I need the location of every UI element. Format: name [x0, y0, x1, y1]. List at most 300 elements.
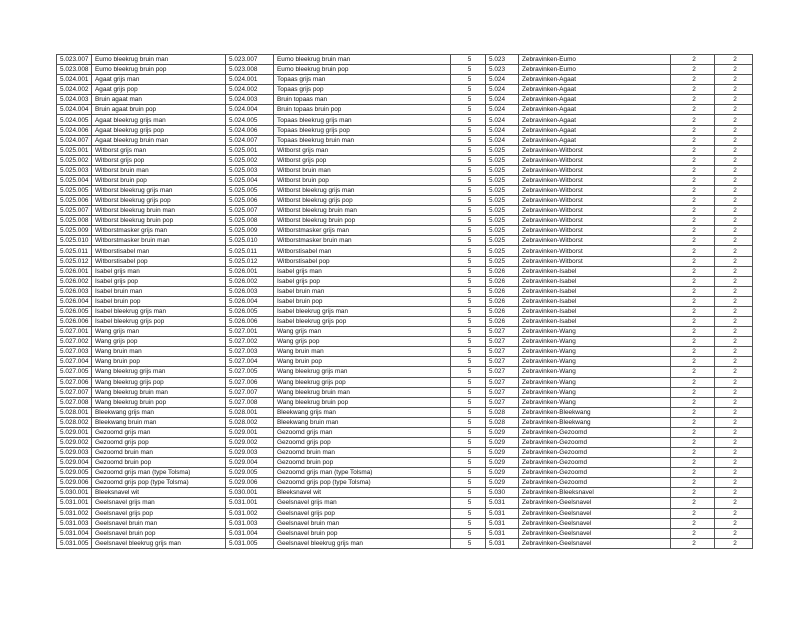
cell-group-code[interactable]: 5.025 — [486, 145, 519, 155]
cell-group-name[interactable]: Zebravinken-Wang — [519, 387, 671, 397]
cell-group-number[interactable]: 5 — [451, 175, 486, 185]
cell-group-name[interactable]: Zebravinken-Isabel — [519, 276, 671, 286]
cell-group-number[interactable]: 5 — [451, 115, 486, 125]
cell-code[interactable]: 5.025.007 — [57, 206, 92, 216]
cell-value-b[interactable]: 2 — [715, 246, 753, 256]
cell-description[interactable]: Gezoomd grijs man — [274, 427, 451, 437]
cell-group-name[interactable]: Zebravinken-Geelsnavel — [519, 498, 671, 508]
cell-group-number[interactable]: 5 — [451, 125, 486, 135]
cell-value-b[interactable]: 2 — [715, 387, 753, 397]
cell-group-code[interactable]: 5.029 — [486, 448, 519, 458]
cell-code[interactable]: 5.027.007 — [57, 387, 92, 397]
cell-code[interactable]: 5.025.011 — [57, 246, 92, 256]
cell-group-code[interactable]: 5.029 — [486, 437, 519, 447]
cell-value-b[interactable]: 2 — [715, 337, 753, 347]
cell-group-number[interactable]: 5 — [451, 387, 486, 397]
cell-code-copy[interactable]: 5.023.007 — [226, 55, 274, 65]
cell-value-a[interactable]: 2 — [671, 327, 715, 337]
cell-group-number[interactable]: 5 — [451, 538, 486, 548]
cell-code[interactable]: 5.024.005 — [57, 115, 92, 125]
cell-value-b[interactable]: 2 — [715, 327, 753, 337]
cell-description[interactable]: Topaas bleekrug bruin man — [274, 135, 451, 145]
cell-value-b[interactable]: 2 — [715, 165, 753, 175]
cell-code[interactable]: 5.024.002 — [57, 85, 92, 95]
cell-value-a[interactable]: 2 — [671, 186, 715, 196]
cell-short-description[interactable]: Wang grijs pop — [92, 337, 226, 347]
cell-short-description[interactable]: Gezoomd bruin pop — [92, 458, 226, 468]
cell-group-code[interactable]: 5.025 — [486, 186, 519, 196]
cell-group-number[interactable]: 5 — [451, 226, 486, 236]
cell-value-a[interactable]: 2 — [671, 155, 715, 165]
cell-description[interactable]: Gezoomd bruin pop — [274, 458, 451, 468]
cell-group-code[interactable]: 5.025 — [486, 246, 519, 256]
cell-group-number[interactable]: 5 — [451, 155, 486, 165]
cell-value-a[interactable]: 2 — [671, 468, 715, 478]
cell-short-description[interactable]: Bruin agaat bruin pop — [92, 105, 226, 115]
cell-value-b[interactable]: 2 — [715, 266, 753, 276]
cell-code[interactable]: 5.029.004 — [57, 458, 92, 468]
cell-group-name[interactable]: Zebravinken-Isabel — [519, 266, 671, 276]
cell-short-description[interactable]: Geelsnavel bruin man — [92, 518, 226, 528]
cell-code[interactable]: 5.030.001 — [57, 488, 92, 498]
cell-value-b[interactable]: 2 — [715, 85, 753, 95]
cell-value-b[interactable]: 2 — [715, 508, 753, 518]
cell-code-copy[interactable]: 5.023.008 — [226, 65, 274, 75]
cell-group-name[interactable]: Zebravinken-Wang — [519, 337, 671, 347]
cell-description[interactable]: Gezoomd grijs man (type Tolsma) — [274, 468, 451, 478]
cell-short-description[interactable]: Witborstisabel man — [92, 246, 226, 256]
cell-group-code[interactable]: 5.025 — [486, 155, 519, 165]
cell-value-b[interactable]: 2 — [715, 125, 753, 135]
cell-group-code[interactable]: 5.027 — [486, 357, 519, 367]
cell-group-name[interactable]: Zebravinken-Bleekwang — [519, 407, 671, 417]
cell-group-name[interactable]: Zebravinken-Isabel — [519, 286, 671, 296]
cell-value-a[interactable]: 2 — [671, 427, 715, 437]
cell-code[interactable]: 5.027.005 — [57, 367, 92, 377]
cell-group-name[interactable]: Zebravinken-Gezoomd — [519, 468, 671, 478]
cell-value-b[interactable]: 2 — [715, 538, 753, 548]
cell-description[interactable]: Witborst bleekrug bruin man — [274, 206, 451, 216]
cell-value-a[interactable]: 2 — [671, 357, 715, 367]
cell-group-code[interactable]: 5.027 — [486, 377, 519, 387]
cell-code[interactable]: 5.026.002 — [57, 276, 92, 286]
cell-code[interactable]: 5.031.003 — [57, 518, 92, 528]
cell-group-number[interactable]: 5 — [451, 145, 486, 155]
cell-group-number[interactable]: 5 — [451, 407, 486, 417]
cell-short-description[interactable]: Gezoomd grijs pop (type Tolsma) — [92, 478, 226, 488]
cell-description[interactable]: Bruin topaas man — [274, 95, 451, 105]
cell-value-a[interactable]: 2 — [671, 105, 715, 115]
cell-value-a[interactable]: 2 — [671, 538, 715, 548]
cell-value-b[interactable]: 2 — [715, 417, 753, 427]
cell-value-a[interactable]: 2 — [671, 125, 715, 135]
cell-group-number[interactable]: 5 — [451, 468, 486, 478]
cell-group-number[interactable]: 5 — [451, 478, 486, 488]
cell-value-b[interactable]: 2 — [715, 498, 753, 508]
cell-description[interactable]: Witborst bleekrug grijs man — [274, 186, 451, 196]
cell-description[interactable]: Witborstisabel pop — [274, 256, 451, 266]
cell-code-copy[interactable]: 5.027.004 — [226, 357, 274, 367]
cell-code-copy[interactable]: 5.028.001 — [226, 407, 274, 417]
cell-code-copy[interactable]: 5.025.009 — [226, 226, 274, 236]
cell-value-b[interactable]: 2 — [715, 317, 753, 327]
cell-code[interactable]: 5.025.001 — [57, 145, 92, 155]
cell-description[interactable]: Witborst bleekrug grijs pop — [274, 196, 451, 206]
cell-group-number[interactable]: 5 — [451, 397, 486, 407]
cell-group-number[interactable]: 5 — [451, 518, 486, 528]
cell-group-name[interactable]: Zebravinken-Gezoomd — [519, 427, 671, 437]
cell-group-number[interactable]: 5 — [451, 256, 486, 266]
cell-group-code[interactable]: 5.026 — [486, 306, 519, 316]
cell-short-description[interactable]: Witborst bleekrug grijs pop — [92, 196, 226, 206]
cell-code[interactable]: 5.025.006 — [57, 196, 92, 206]
cell-group-number[interactable]: 5 — [451, 286, 486, 296]
cell-group-code[interactable]: 5.025 — [486, 206, 519, 216]
cell-group-number[interactable]: 5 — [451, 186, 486, 196]
cell-description[interactable]: Topaas grijs pop — [274, 85, 451, 95]
cell-code-copy[interactable]: 5.024.007 — [226, 135, 274, 145]
cell-value-b[interactable]: 2 — [715, 95, 753, 105]
cell-group-number[interactable]: 5 — [451, 55, 486, 65]
cell-group-name[interactable]: Zebravinken-Witborst — [519, 165, 671, 175]
cell-code[interactable]: 5.029.002 — [57, 437, 92, 447]
cell-group-name[interactable]: Zebravinken-Agaat — [519, 95, 671, 105]
cell-short-description[interactable]: Witborst bleekrug bruin pop — [92, 216, 226, 226]
cell-group-name[interactable]: Zebravinken-Agaat — [519, 115, 671, 125]
cell-description[interactable]: Wang grijs man — [274, 327, 451, 337]
cell-description[interactable]: Isabel grijs pop — [274, 276, 451, 286]
cell-value-a[interactable]: 2 — [671, 95, 715, 105]
cell-group-code[interactable]: 5.027 — [486, 327, 519, 337]
cell-code-copy[interactable]: 5.025.001 — [226, 145, 274, 155]
cell-value-b[interactable]: 2 — [715, 75, 753, 85]
cell-code[interactable]: 5.023.007 — [57, 55, 92, 65]
cell-value-a[interactable]: 2 — [671, 377, 715, 387]
cell-value-b[interactable]: 2 — [715, 226, 753, 236]
cell-group-number[interactable]: 5 — [451, 417, 486, 427]
cell-value-a[interactable]: 2 — [671, 175, 715, 185]
cell-group-number[interactable]: 5 — [451, 206, 486, 216]
cell-group-number[interactable]: 5 — [451, 508, 486, 518]
cell-code[interactable]: 5.028.001 — [57, 407, 92, 417]
cell-code[interactable]: 5.026.006 — [57, 317, 92, 327]
cell-short-description[interactable]: Witborstisabel pop — [92, 256, 226, 266]
cell-group-number[interactable]: 5 — [451, 377, 486, 387]
cell-value-b[interactable]: 2 — [715, 357, 753, 367]
cell-description[interactable]: Wang bruin man — [274, 347, 451, 357]
cell-group-number[interactable]: 5 — [451, 528, 486, 538]
cell-code[interactable]: 5.023.008 — [57, 65, 92, 75]
cell-value-b[interactable]: 2 — [715, 458, 753, 468]
cell-group-code[interactable]: 5.024 — [486, 135, 519, 145]
cell-code[interactable]: 5.028.002 — [57, 417, 92, 427]
cell-group-number[interactable]: 5 — [451, 95, 486, 105]
cell-code[interactable]: 5.027.006 — [57, 377, 92, 387]
cell-description[interactable]: Isabel bruin pop — [274, 296, 451, 306]
cell-group-name[interactable]: Zebravinken-Gezoomd — [519, 437, 671, 447]
cell-description[interactable]: Eumo bleekrug bruin man — [274, 55, 451, 65]
cell-description[interactable]: Bruin topaas bruin pop — [274, 105, 451, 115]
cell-group-name[interactable]: Zebravinken-Witborst — [519, 206, 671, 216]
cell-code-copy[interactable]: 5.024.002 — [226, 85, 274, 95]
cell-value-a[interactable]: 2 — [671, 266, 715, 276]
cell-group-code[interactable]: 5.027 — [486, 367, 519, 377]
cell-value-a[interactable]: 2 — [671, 55, 715, 65]
cell-description[interactable]: Isabel bleekrug grijs man — [274, 306, 451, 316]
cell-code[interactable]: 5.024.001 — [57, 75, 92, 85]
cell-code-copy[interactable]: 5.027.008 — [226, 397, 274, 407]
cell-code[interactable]: 5.027.002 — [57, 337, 92, 347]
cell-group-code[interactable]: 5.031 — [486, 528, 519, 538]
cell-code-copy[interactable]: 5.027.007 — [226, 387, 274, 397]
cell-group-name[interactable]: Zebravinken-Isabel — [519, 306, 671, 316]
cell-group-number[interactable]: 5 — [451, 246, 486, 256]
cell-value-a[interactable]: 2 — [671, 437, 715, 447]
cell-description[interactable]: Isabel bleekrug grijs pop — [274, 317, 451, 327]
cell-code-copy[interactable]: 5.025.011 — [226, 246, 274, 256]
cell-short-description[interactable]: Wang grijs man — [92, 327, 226, 337]
cell-code-copy[interactable]: 5.027.005 — [226, 367, 274, 377]
cell-group-code[interactable]: 5.031 — [486, 518, 519, 528]
cell-group-name[interactable]: Zebravinken-Bleeksnavel — [519, 488, 671, 498]
cell-value-b[interactable]: 2 — [715, 437, 753, 447]
cell-description[interactable]: Geelsnavel grijs pop — [274, 508, 451, 518]
cell-group-number[interactable]: 5 — [451, 458, 486, 468]
cell-code-copy[interactable]: 5.026.005 — [226, 306, 274, 316]
cell-description[interactable]: Wang bleekrug grijs pop — [274, 377, 451, 387]
cell-group-number[interactable]: 5 — [451, 306, 486, 316]
cell-value-b[interactable]: 2 — [715, 145, 753, 155]
cell-group-number[interactable]: 5 — [451, 448, 486, 458]
cell-code-copy[interactable]: 5.025.012 — [226, 256, 274, 266]
cell-group-code[interactable]: 5.027 — [486, 387, 519, 397]
cell-short-description[interactable]: Gezoomd grijs pop — [92, 437, 226, 447]
cell-code-copy[interactable]: 5.031.005 — [226, 538, 274, 548]
cell-code-copy[interactable]: 5.024.006 — [226, 125, 274, 135]
cell-group-code[interactable]: 5.029 — [486, 427, 519, 437]
cell-group-code[interactable]: 5.029 — [486, 468, 519, 478]
cell-group-name[interactable]: Zebravinken-Agaat — [519, 125, 671, 135]
cell-short-description[interactable]: Wang bleekrug bruin man — [92, 387, 226, 397]
cell-description[interactable]: Wang bleekrug bruin pop — [274, 397, 451, 407]
cell-code-copy[interactable]: 5.029.005 — [226, 468, 274, 478]
cell-group-number[interactable]: 5 — [451, 75, 486, 85]
cell-description[interactable]: Witborst bruin pop — [274, 175, 451, 185]
cell-short-description[interactable]: Eumo bleekrug bruin man — [92, 55, 226, 65]
cell-value-a[interactable]: 2 — [671, 387, 715, 397]
cell-value-a[interactable]: 2 — [671, 145, 715, 155]
cell-value-b[interactable]: 2 — [715, 105, 753, 115]
cell-code-copy[interactable]: 5.024.005 — [226, 115, 274, 125]
cell-description[interactable]: Gezoomd grijs pop — [274, 437, 451, 447]
cell-code[interactable]: 5.031.005 — [57, 538, 92, 548]
cell-value-a[interactable]: 2 — [671, 337, 715, 347]
cell-group-name[interactable]: Zebravinken-Eumo — [519, 55, 671, 65]
cell-short-description[interactable]: Agaat grijs man — [92, 75, 226, 85]
cell-code[interactable]: 5.025.009 — [57, 226, 92, 236]
cell-group-name[interactable]: Zebravinken-Geelsnavel — [519, 538, 671, 548]
cell-group-name[interactable]: Zebravinken-Witborst — [519, 256, 671, 266]
cell-group-name[interactable]: Zebravinken-Witborst — [519, 145, 671, 155]
cell-code-copy[interactable]: 5.026.001 — [226, 266, 274, 276]
cell-value-a[interactable]: 2 — [671, 286, 715, 296]
cell-description[interactable]: Isabel grijs man — [274, 266, 451, 276]
cell-code[interactable]: 5.029.003 — [57, 448, 92, 458]
cell-short-description[interactable]: Geelsnavel bleekrug grijs man — [92, 538, 226, 548]
cell-short-description[interactable]: Wang bleekrug bruin pop — [92, 397, 226, 407]
cell-group-code[interactable]: 5.026 — [486, 296, 519, 306]
cell-group-name[interactable]: Zebravinken-Agaat — [519, 75, 671, 85]
cell-value-b[interactable]: 2 — [715, 286, 753, 296]
cell-short-description[interactable]: Isabel bruin man — [92, 286, 226, 296]
cell-group-name[interactable]: Zebravinken-Witborst — [519, 175, 671, 185]
cell-code[interactable]: 5.031.001 — [57, 498, 92, 508]
cell-value-b[interactable]: 2 — [715, 488, 753, 498]
cell-description[interactable]: Wang bruin pop — [274, 357, 451, 367]
cell-group-name[interactable]: Zebravinken-Witborst — [519, 246, 671, 256]
cell-code[interactable]: 5.025.002 — [57, 155, 92, 165]
cell-description[interactable]: Bleeksnavel wit — [274, 488, 451, 498]
cell-group-number[interactable]: 5 — [451, 85, 486, 95]
cell-value-a[interactable]: 2 — [671, 317, 715, 327]
cell-description[interactable]: Isabel bruin man — [274, 286, 451, 296]
cell-short-description[interactable]: Witborst bleekrug bruin man — [92, 206, 226, 216]
cell-short-description[interactable]: Agaat bleekrug grijs pop — [92, 125, 226, 135]
cell-group-code[interactable]: 5.031 — [486, 538, 519, 548]
cell-group-number[interactable]: 5 — [451, 367, 486, 377]
cell-short-description[interactable]: Bleekwang bruin man — [92, 417, 226, 427]
cell-value-b[interactable]: 2 — [715, 196, 753, 206]
cell-group-name[interactable]: Zebravinken-Geelsnavel — [519, 528, 671, 538]
cell-group-code[interactable]: 5.027 — [486, 337, 519, 347]
cell-code[interactable]: 5.025.008 — [57, 216, 92, 226]
cell-description[interactable]: Eumo bleekrug bruin pop — [274, 65, 451, 75]
cell-group-code[interactable]: 5.026 — [486, 266, 519, 276]
cell-code-copy[interactable]: 5.025.002 — [226, 155, 274, 165]
cell-value-b[interactable]: 2 — [715, 276, 753, 286]
cell-short-description[interactable]: Wang bleekrug grijs pop — [92, 377, 226, 387]
cell-description[interactable]: Geelsnavel bruin man — [274, 518, 451, 528]
cell-group-number[interactable]: 5 — [451, 135, 486, 145]
cell-group-number[interactable]: 5 — [451, 236, 486, 246]
cell-short-description[interactable]: Isabel bleekrug grijs pop — [92, 317, 226, 327]
cell-code[interactable]: 5.025.004 — [57, 175, 92, 185]
cell-code-copy[interactable]: 5.027.002 — [226, 337, 274, 347]
cell-code-copy[interactable]: 5.025.007 — [226, 206, 274, 216]
cell-value-a[interactable]: 2 — [671, 196, 715, 206]
cell-short-description[interactable]: Witborst bleekrug grijs man — [92, 186, 226, 196]
cell-description[interactable]: Wang grijs pop — [274, 337, 451, 347]
cell-value-b[interactable]: 2 — [715, 115, 753, 125]
cell-code[interactable]: 5.026.001 — [57, 266, 92, 276]
cell-short-description[interactable]: Gezoomd bruin man — [92, 448, 226, 458]
cell-value-b[interactable]: 2 — [715, 216, 753, 226]
cell-group-code[interactable]: 5.025 — [486, 165, 519, 175]
cell-code[interactable]: 5.026.003 — [57, 286, 92, 296]
cell-code[interactable]: 5.025.005 — [57, 186, 92, 196]
cell-code-copy[interactable]: 5.026.006 — [226, 317, 274, 327]
cell-group-name[interactable]: Zebravinken-Agaat — [519, 105, 671, 115]
cell-code-copy[interactable]: 5.031.001 — [226, 498, 274, 508]
cell-group-number[interactable]: 5 — [451, 105, 486, 115]
cell-value-a[interactable]: 2 — [671, 246, 715, 256]
cell-short-description[interactable]: Geelsnavel grijs man — [92, 498, 226, 508]
cell-group-name[interactable]: Zebravinken-Witborst — [519, 155, 671, 165]
cell-description[interactable]: Witborstmasker bruin man — [274, 236, 451, 246]
cell-group-code[interactable]: 5.025 — [486, 256, 519, 266]
cell-group-number[interactable]: 5 — [451, 196, 486, 206]
cell-value-b[interactable]: 2 — [715, 427, 753, 437]
cell-value-a[interactable]: 2 — [671, 75, 715, 85]
cell-value-a[interactable]: 2 — [671, 115, 715, 125]
cell-value-a[interactable]: 2 — [671, 498, 715, 508]
cell-group-number[interactable]: 5 — [451, 165, 486, 175]
cell-value-a[interactable]: 2 — [671, 458, 715, 468]
cell-group-code[interactable]: 5.026 — [486, 276, 519, 286]
cell-description[interactable]: Witborst bleekrug bruin pop — [274, 216, 451, 226]
cell-code[interactable]: 5.026.005 — [57, 306, 92, 316]
cell-value-b[interactable]: 2 — [715, 478, 753, 488]
cell-code[interactable]: 5.031.004 — [57, 528, 92, 538]
cell-code[interactable]: 5.025.012 — [57, 256, 92, 266]
cell-short-description[interactable]: Geelsnavel bruin pop — [92, 528, 226, 538]
cell-value-a[interactable]: 2 — [671, 518, 715, 528]
cell-value-b[interactable]: 2 — [715, 65, 753, 75]
cell-value-a[interactable]: 2 — [671, 488, 715, 498]
cell-group-name[interactable]: Zebravinken-Wang — [519, 377, 671, 387]
cell-code-copy[interactable]: 5.025.010 — [226, 236, 274, 246]
cell-group-code[interactable]: 5.026 — [486, 317, 519, 327]
cell-code-copy[interactable]: 5.024.004 — [226, 105, 274, 115]
cell-short-description[interactable]: Bleekwang grijs man — [92, 407, 226, 417]
cell-code[interactable]: 5.024.003 — [57, 95, 92, 105]
cell-code[interactable]: 5.027.004 — [57, 357, 92, 367]
cell-short-description[interactable]: Isabel bruin pop — [92, 296, 226, 306]
cell-short-description[interactable]: Witborst bruin man — [92, 165, 226, 175]
cell-value-a[interactable]: 2 — [671, 347, 715, 357]
cell-value-b[interactable]: 2 — [715, 135, 753, 145]
cell-value-a[interactable]: 2 — [671, 407, 715, 417]
cell-value-b[interactable]: 2 — [715, 528, 753, 538]
cell-value-b[interactable]: 2 — [715, 175, 753, 185]
cell-description[interactable]: Geelsnavel grijs man — [274, 498, 451, 508]
cell-code-copy[interactable]: 5.025.003 — [226, 165, 274, 175]
cell-value-a[interactable]: 2 — [671, 236, 715, 246]
cell-value-b[interactable]: 2 — [715, 468, 753, 478]
cell-value-a[interactable]: 2 — [671, 216, 715, 226]
cell-short-description[interactable]: Agaat bleekrug bruin man — [92, 135, 226, 145]
cell-value-b[interactable]: 2 — [715, 256, 753, 266]
cell-short-description[interactable]: Witborst grijs pop — [92, 155, 226, 165]
cell-value-a[interactable]: 2 — [671, 65, 715, 75]
cell-value-a[interactable]: 2 — [671, 206, 715, 216]
cell-value-a[interactable]: 2 — [671, 276, 715, 286]
cell-value-b[interactable]: 2 — [715, 397, 753, 407]
cell-short-description[interactable]: Witborst bruin pop — [92, 175, 226, 185]
cell-group-code[interactable]: 5.027 — [486, 397, 519, 407]
cell-group-number[interactable]: 5 — [451, 498, 486, 508]
cell-group-code[interactable]: 5.028 — [486, 417, 519, 427]
cell-value-a[interactable]: 2 — [671, 508, 715, 518]
cell-group-number[interactable]: 5 — [451, 337, 486, 347]
cell-description[interactable]: Topaas bleekrug grijs pop — [274, 125, 451, 135]
cell-group-number[interactable]: 5 — [451, 216, 486, 226]
cell-short-description[interactable]: Wang bruin man — [92, 347, 226, 357]
cell-short-description[interactable]: Wang bruin pop — [92, 357, 226, 367]
cell-group-name[interactable]: Zebravinken-Isabel — [519, 296, 671, 306]
cell-description[interactable]: Witborst grijs pop — [274, 155, 451, 165]
cell-code[interactable]: 5.024.006 — [57, 125, 92, 135]
